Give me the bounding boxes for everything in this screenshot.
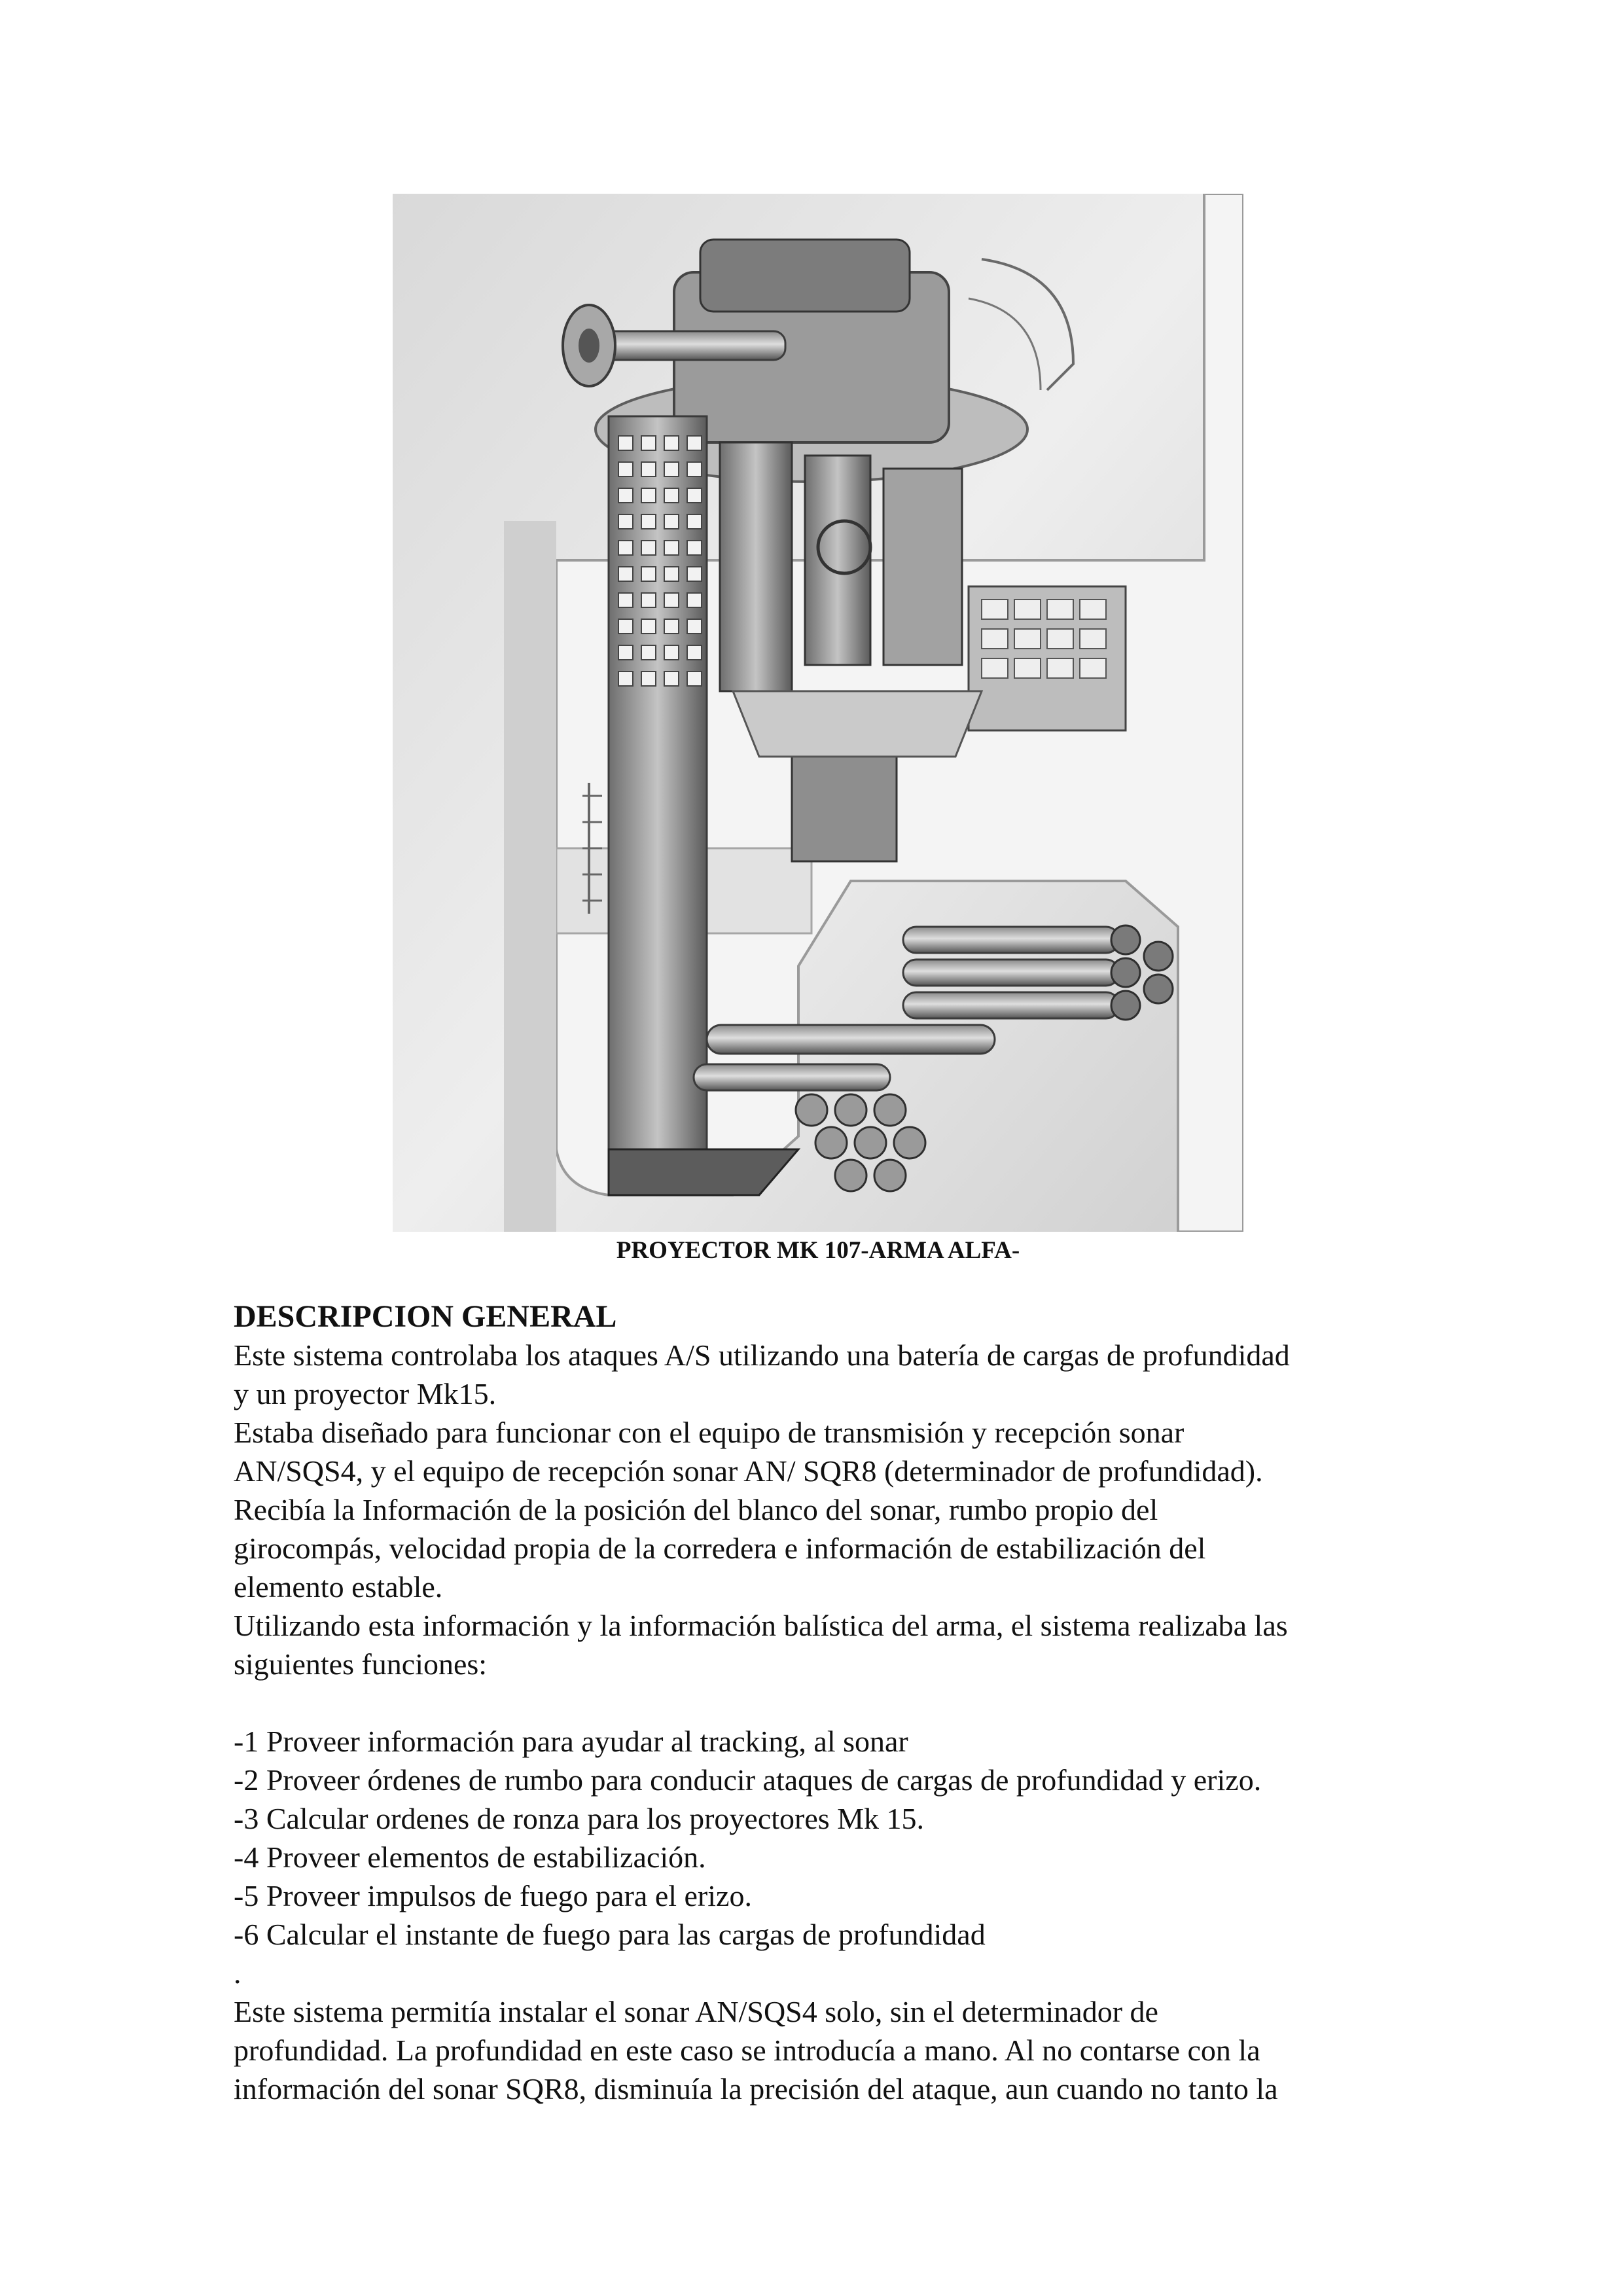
text-line: Este sistema controlaba los ataques A/S utilizando una batería de cargas de profundidad	[234, 1338, 1290, 1372]
text-line: girocompás, velocidad propia de la corredera e información de estabilización del	[234, 1532, 1206, 1565]
list-item: -5 Proveer impulsos de fuego para el erizo.	[234, 1879, 752, 1912]
cutaway-illustration	[393, 194, 1243, 1232]
text-line: siguientes funciones:	[234, 1647, 488, 1681]
figure-caption: PROYECTOR MK 107-ARMA ALFA-	[616, 1237, 1020, 1264]
text-line: y un proyector Mk15.	[234, 1377, 497, 1410]
text-line: profundidad. La profundidad en este caso se introducía a mano. Al no contarse con la	[234, 2034, 1260, 2067]
list-item: -4 Proveer elementos de estabilización.	[234, 1840, 706, 1874]
list-item: -2 Proveer órdenes de rumbo para conducir ataques de cargas de profundidad y erizo.	[234, 1763, 1262, 1797]
list-item: -1 Proveer información para ayudar al tracking, al sonar	[234, 1725, 908, 1758]
section-heading: DESCRIPCION GENERAL	[234, 1299, 617, 1334]
list-item: -3 Calcular ordenes de ronza para los proyectores Mk 15.	[234, 1802, 925, 1835]
blank-line	[234, 1683, 1412, 1722]
text-line: Estaba diseñado para funcionar con el equipo de transmisión y recepción sonar	[234, 1416, 1185, 1449]
text-line: AN/SQS4, y el equipo de recepción sonar AN/ SQR8 (determinador de profundidad).	[234, 1454, 1263, 1488]
list-item: -6 Calcular el instante de fuego para las cargas de profundidad	[234, 1918, 986, 1951]
text-line: .	[234, 1956, 241, 1990]
text-line: elemento estable.	[234, 1570, 443, 1604]
text-line: Este sistema permitía instalar el sonar AN/SQS4 solo, sin el determinador de	[234, 1995, 1158, 2028]
text-line: información del sonar SQR8, disminuía la precisión del ataque, aun cuando no tanto la	[234, 2072, 1278, 2106]
text-line: Recibía la Información de la posición del blanco del sonar, rumbo propio del	[234, 1493, 1158, 1526]
text-line: Utilizando esta información y la información balística del arma, el sistema realizaba las	[234, 1609, 1288, 1642]
body-text	[234, 1297, 1412, 2108]
